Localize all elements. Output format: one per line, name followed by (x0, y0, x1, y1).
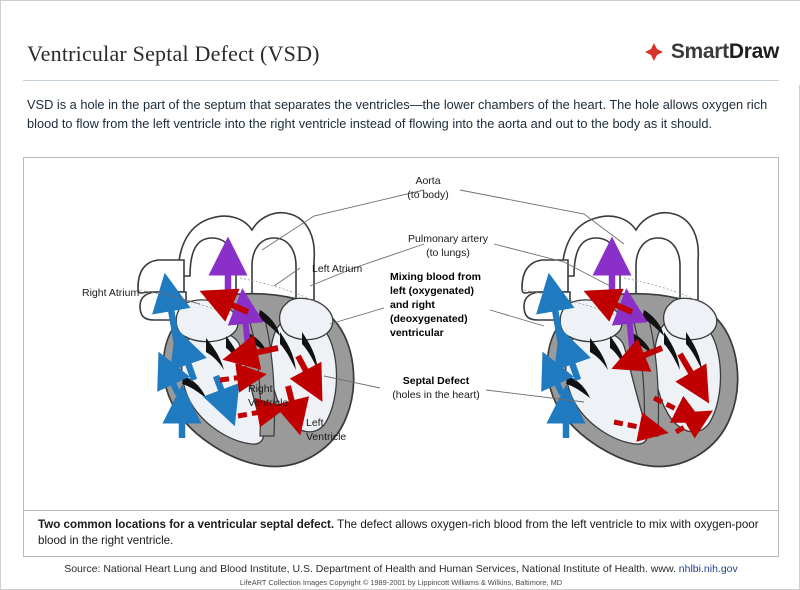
label-mixing-line4: (deoxygenated) (390, 313, 468, 325)
label-mixing-line1: Mixing blood from (390, 271, 481, 283)
slide-header (1, 1, 800, 85)
logo-draw: Draw (728, 40, 779, 63)
figure-panel (23, 157, 779, 557)
label-right-ventricle-line2: Ventricle (248, 397, 289, 409)
source-link[interactable]: nhlbi.nih.gov (678, 563, 738, 575)
source-line (1, 563, 800, 575)
source-prefix: Source: National Heart Lung and Blood Institute, U.S. Department of Health and Human Services, National Institute of Health. www. (64, 563, 679, 575)
label-septal-defect: Septal Defect (402, 375, 470, 387)
logo-smart: Smart (670, 40, 729, 63)
label-right-ventricle-line1: Right (248, 383, 273, 395)
figure-caption (24, 510, 778, 556)
source-copyright: LifeART Collection Images Copyright © 1989-2001 by Lippincott Williams & Wilkins, Baltimore, MD (239, 578, 563, 587)
heart-diagram (24, 158, 778, 510)
logo-wordmark (671, 40, 779, 64)
label-septal-defect-sub: (holes in the heart) (392, 389, 480, 401)
intro-paragraph: VSD is a hole in the part of the septum that separates the ventricles—the lower chambers of the heart. The hole allows oxygen rich blood to flow from the left ventricle into the right ventricle instead of flowing into the aorta and out to the body as it should. (27, 97, 768, 131)
label-pulmonary-artery-sub: (to lungs) (426, 247, 470, 259)
label-left-ventricle-line2: Ventricle (306, 431, 347, 443)
label-mixing-line5: ventricular (390, 327, 444, 339)
label-left-atrium: Left Atrium (312, 263, 363, 275)
caption-rest: The defect allows oxygen-rich blood from the left ventricle to mix with oxygen-poor blood in the right ventricle. (38, 518, 759, 547)
header-divider (23, 80, 779, 81)
label-right-atrium: Right Atrium (82, 287, 140, 299)
label-pulmonary-artery: Pulmonary artery (408, 233, 488, 245)
label-aorta: Aorta (415, 175, 441, 187)
label-left-ventricle-line1: Left (306, 417, 324, 429)
label-aorta-sub: (to body) (407, 189, 449, 201)
caption-bold: Two common locations for a ventricular septal defect. (38, 518, 335, 531)
page-title: Ventricular Septal Defect (VSD) (27, 41, 320, 66)
label-mixing-line2: left (oxygenated) (390, 285, 475, 297)
diamond-icon (644, 42, 664, 62)
label-mixing-line3: and right (390, 299, 435, 311)
smartdraw-logo (644, 40, 779, 64)
